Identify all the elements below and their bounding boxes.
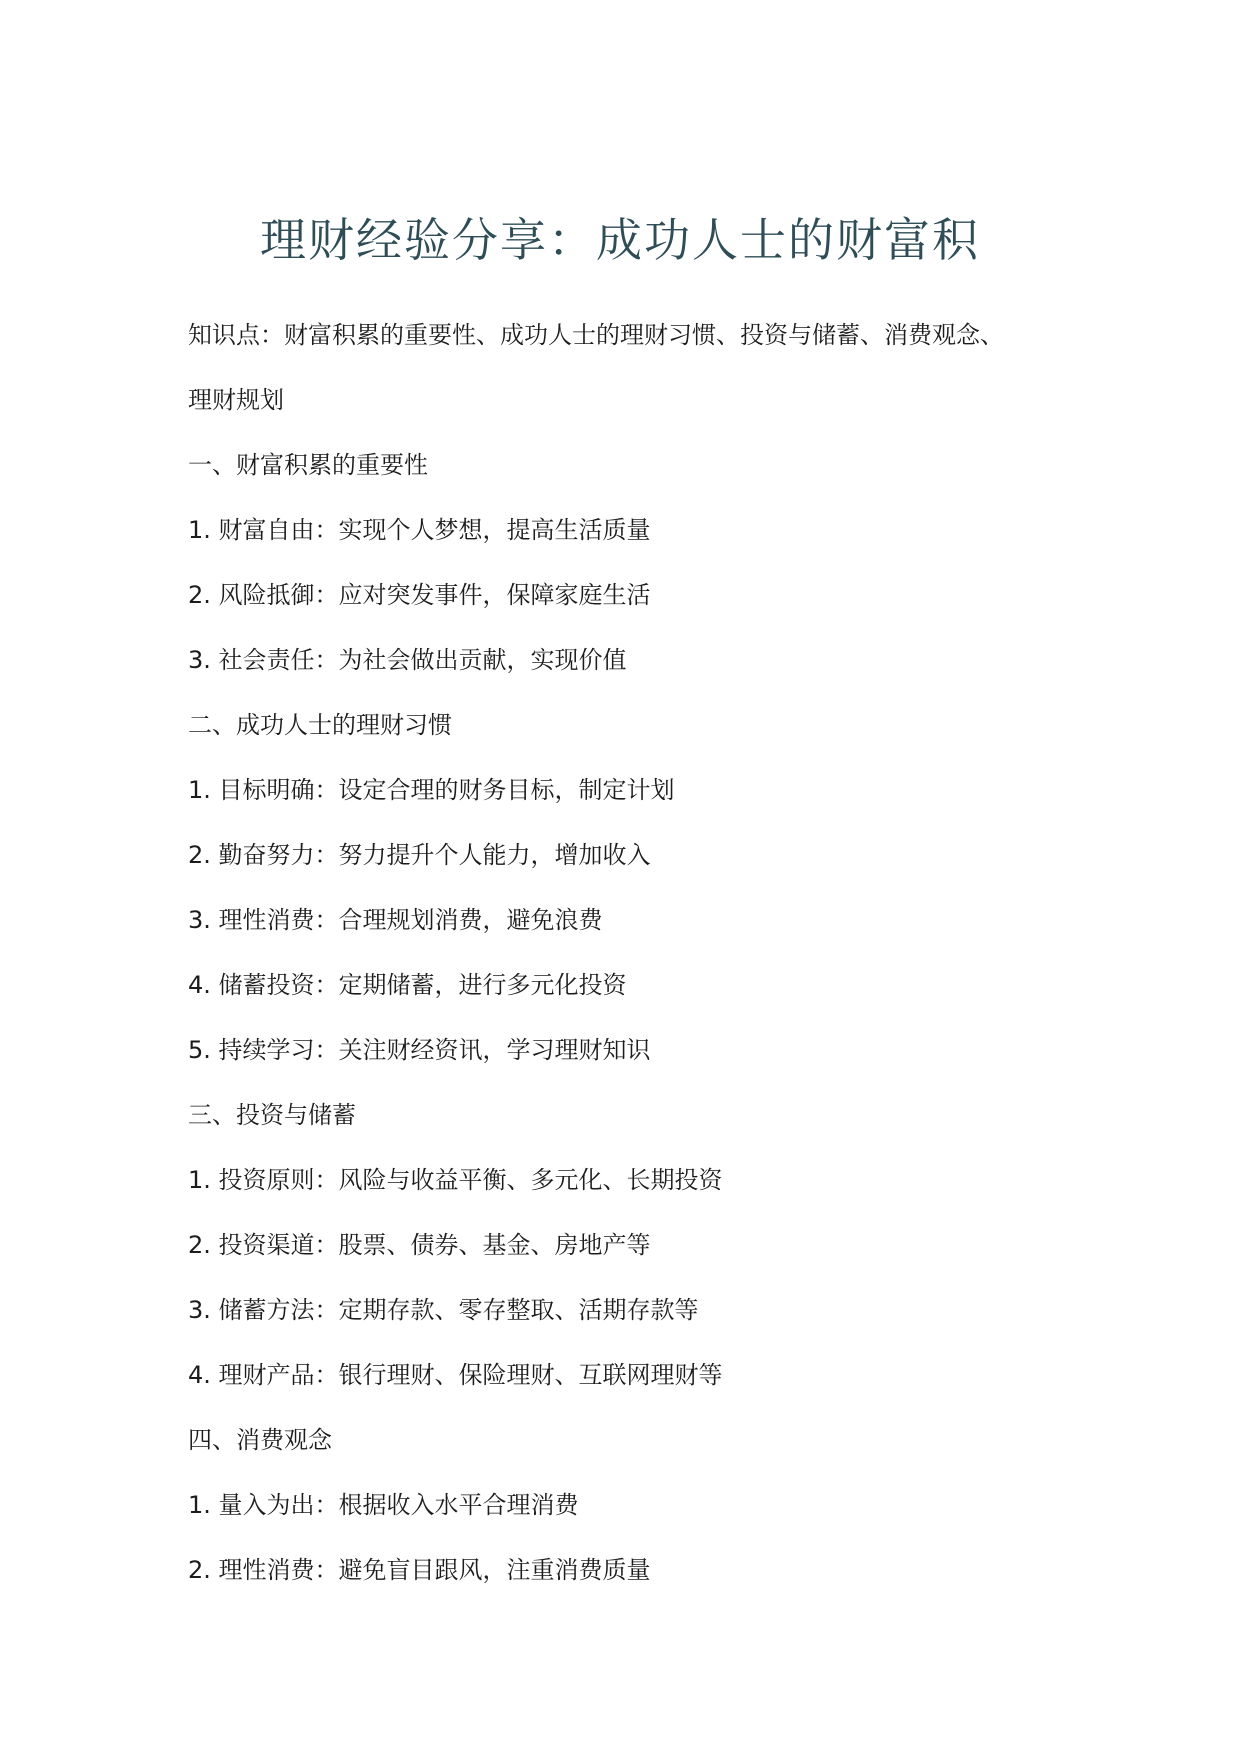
list-item: 4. 储蓄投资：定期储蓄，进行多元化投资 [188,971,627,999]
document-body [188,315,1068,1615]
list-item: 1. 财富自由：实现个人梦想，提高生活质量 [188,516,651,544]
list-item: 2. 勤奋努力：努力提升个人能力，增加收入 [188,841,651,869]
list-item: 5. 持续学习：关注财经资讯，学习理财知识 [188,1036,651,1064]
section-heading-1: 一、财富积累的重要性 [188,451,428,479]
list-item: 1. 量入为出：根据收入水平合理消费 [188,1491,579,1519]
list-item: 2. 投资渠道：股票、债券、基金、房地产等 [188,1231,651,1259]
list-item: 3. 社会责任：为社会做出贡献，实现价值 [188,646,627,674]
list-item: 2. 风险抵御：应对突发事件，保障家庭生活 [188,581,651,609]
list-item: 3. 储蓄方法：定期存款、零存整取、活期存款等 [188,1296,699,1324]
list-item: 1. 目标明确：设定合理的财务目标，制定计划 [188,776,675,804]
list-item: 4. 理财产品：银行理财、保险理财、互联网理财等 [188,1361,723,1389]
knowledge-points-line-1: 知识点：财富积累的重要性、成功人士的理财习惯、投资与储蓄、消费观念、 [188,321,1004,349]
knowledge-points-line-2: 理财规划 [188,386,284,414]
list-item: 2. 理性消费：避免盲目跟风，注重消费质量 [188,1556,651,1584]
section-heading-3: 三、投资与储蓄 [188,1101,356,1129]
list-item: 3. 理性消费：合理规划消费，避免浪费 [188,906,603,934]
list-item: 1. 投资原则：风险与收益平衡、多元化、长期投资 [188,1166,723,1194]
section-heading-2: 二、成功人士的理财习惯 [188,711,452,739]
document-title: 理财经验分享：成功人士的财富积 [260,213,980,267]
section-heading-4: 四、消费观念 [188,1426,332,1454]
